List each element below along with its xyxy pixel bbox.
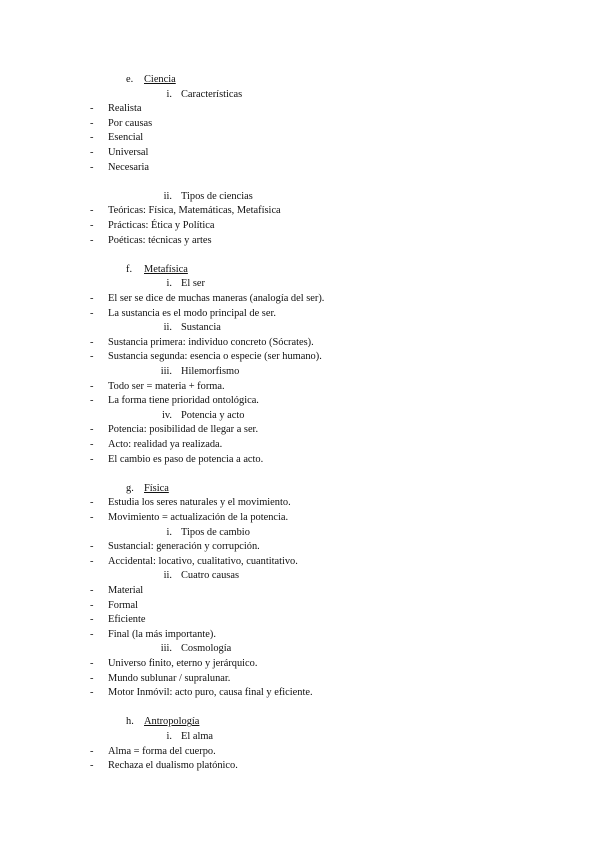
- section-heading: [0, 715, 600, 729]
- bullet-item: [0, 394, 600, 408]
- bullet-item: [0, 540, 600, 554]
- bullet-item: [0, 613, 600, 627]
- bullet-item: [0, 672, 600, 686]
- bullet-item: [0, 131, 600, 145]
- bullet-dash: -: [90, 351, 94, 363]
- subsection-heading: [0, 409, 600, 423]
- subsection-heading: [0, 730, 600, 744]
- bullet-text: Final (la más importante).: [108, 628, 216, 640]
- bullet-text: Material: [108, 585, 144, 596]
- section-label: e.: [126, 74, 134, 85]
- bullet-item: [0, 438, 600, 452]
- bullet-dash: -: [90, 658, 94, 669]
- subsection-number: ii.: [163, 322, 172, 334]
- bullet-item: [0, 219, 600, 233]
- bullet-item: [0, 102, 600, 116]
- subsection-title: Tipos de ciencias: [181, 190, 253, 202]
- bullet-text: Formal: [108, 599, 139, 611]
- bullet-dash: -: [90, 424, 94, 436]
- bullet-text: Sustancia segunda: esencia o especie (ser humano).: [108, 351, 322, 363]
- bullet-dash: -: [90, 336, 94, 348]
- bullet-dash: -: [90, 395, 94, 407]
- bullet-dash: -: [90, 380, 94, 392]
- bullet-item: [0, 117, 600, 131]
- bullet-item: [0, 511, 600, 525]
- bullet-text: La forma tiene prioridad ontológica.: [108, 395, 259, 407]
- subsection-heading: [0, 190, 600, 204]
- subsection-title: Tipos de cambio: [181, 526, 250, 538]
- bullet-text: Motor Inmóvil: acto puro, causa final y eficiente.: [108, 687, 313, 699]
- bullet-dash: -: [90, 687, 94, 699]
- subsection-heading: [0, 365, 600, 379]
- bullet-text: Rechaza el dualismo platónico.: [108, 760, 238, 772]
- bullet-text: Todo ser = materia + forma.: [108, 380, 225, 392]
- bullet-text: Universo finito, eterno y jerárquico.: [108, 658, 258, 669]
- bullet-dash: -: [90, 205, 94, 217]
- subsection-number: i.: [166, 88, 172, 100]
- section-label: g.: [126, 482, 134, 494]
- bullet-text: Alma = forma del cuerpo.: [108, 745, 216, 757]
- section-title: Metafísica: [144, 263, 188, 275]
- subsection-number: iii.: [160, 643, 172, 655]
- bullet-dash: -: [90, 220, 94, 231]
- subsection-title: Sustancia: [181, 322, 221, 334]
- subsection-number: i.: [166, 731, 172, 742]
- bullet-dash: -: [90, 512, 94, 523]
- bullet-item: [0, 380, 600, 394]
- bullet-text: Teóricas: Física, Matemáticas, Metafísica: [108, 205, 281, 217]
- bullet-item: [0, 745, 600, 759]
- section-title: Antropología: [144, 716, 200, 728]
- bullet-text: Estudia los seres naturales y el movimiento.: [108, 497, 291, 509]
- bullet-item: [0, 146, 600, 160]
- bullet-dash: -: [90, 555, 94, 567]
- bullet-item: [0, 350, 600, 364]
- bullet-text: Esencial: [108, 132, 144, 144]
- bullet-dash: -: [90, 745, 94, 757]
- bullet-dash: -: [90, 614, 94, 626]
- subsection-title: El ser: [181, 278, 205, 290]
- bullet-text: Universal: [108, 147, 149, 158]
- bullet-dash: -: [90, 760, 94, 772]
- bullet-text: Prácticas: Ética y Política: [108, 220, 215, 231]
- bullet-text: Necesaria: [108, 161, 149, 173]
- subsection-heading: [0, 88, 600, 102]
- bullet-item: [0, 292, 600, 306]
- bullet-item: [0, 234, 600, 248]
- bullet-dash: -: [90, 132, 94, 144]
- bullet-dash: -: [90, 234, 94, 246]
- bullet-item: [0, 204, 600, 218]
- subsection-title: Hilemorfismo: [181, 366, 240, 377]
- bullet-item: [0, 759, 600, 773]
- bullet-text: Sustancial: generación y corrupción.: [108, 541, 260, 553]
- bullet-item: [0, 423, 600, 437]
- bullet-dash: -: [90, 147, 94, 158]
- bullet-dash: -: [90, 307, 94, 319]
- bullet-item: [0, 453, 600, 467]
- subsection-number: i.: [166, 278, 172, 290]
- bullet-text: La sustancia es el modo principal de ser.: [108, 307, 276, 319]
- subsection-title: Características: [181, 88, 243, 100]
- bullet-dash: -: [90, 293, 94, 304]
- subsection-number: i.: [166, 526, 172, 538]
- subsection-title: Cuatro causas: [181, 570, 239, 582]
- bullet-item: [0, 161, 600, 175]
- subsection-title: El alma: [181, 731, 214, 742]
- bullet-dash: -: [90, 599, 94, 611]
- bullet-text: Mundo sublunar / supralunar.: [108, 672, 231, 684]
- subsection-number: iv.: [161, 409, 172, 421]
- section-heading: [0, 482, 600, 496]
- bullet-item: [0, 336, 600, 350]
- subsection-number: ii.: [163, 570, 172, 582]
- bullet-text: Acto: realidad ya realizada.: [108, 439, 223, 450]
- bullet-text: Poéticas: técnicas y artes: [108, 234, 212, 246]
- bullet-dash: -: [90, 585, 94, 596]
- bullet-dash: -: [90, 672, 94, 684]
- section-heading: [0, 263, 600, 277]
- bullet-text: Realista: [108, 103, 142, 115]
- subsection-title: Cosmología: [181, 643, 232, 655]
- bullet-dash: -: [90, 541, 94, 553]
- section-title: Ciencia: [144, 74, 176, 85]
- subsection-number: iii.: [160, 366, 172, 377]
- bullet-text: El ser se dice de muchas maneras (analogía del ser).: [108, 293, 325, 304]
- section-heading: [0, 73, 600, 87]
- subsection-heading: [0, 642, 600, 656]
- bullet-dash: -: [90, 497, 94, 509]
- bullet-dash: -: [90, 439, 94, 450]
- subsection-heading: [0, 277, 600, 291]
- subsection-number: ii.: [163, 190, 172, 202]
- section-label: f.: [126, 263, 133, 275]
- bullet-text: Potencia: posibilidad de llegar a ser.: [108, 424, 259, 436]
- bullet-text: Movimiento = actualización de la potencia.: [108, 512, 289, 523]
- bullet-item: [0, 555, 600, 569]
- bullet-text: El cambio es paso de potencia a acto.: [108, 453, 264, 465]
- bullet-item: [0, 584, 600, 598]
- section-title: Física: [144, 482, 169, 494]
- section-label: h.: [126, 716, 134, 728]
- bullet-text: Sustancia primera: individuo concreto (Sócrates).: [108, 336, 314, 348]
- subsection-heading: [0, 569, 600, 583]
- bullet-text: Por causas: [108, 117, 153, 129]
- bullet-dash: -: [90, 453, 94, 465]
- bullet-item: [0, 628, 600, 642]
- bullet-dash: -: [90, 161, 94, 173]
- subsection-title: Potencia y acto: [181, 409, 245, 421]
- bullet-item: [0, 657, 600, 671]
- bullet-item: [0, 307, 600, 321]
- bullet-dash: -: [90, 117, 94, 129]
- subsection-heading: [0, 526, 600, 540]
- bullet-text: Eficiente: [108, 614, 146, 626]
- subsection-heading: [0, 321, 600, 335]
- bullet-dash: -: [90, 628, 94, 640]
- bullet-item: [0, 496, 600, 510]
- bullet-item: [0, 599, 600, 613]
- bullet-text: Accidental: locativo, cualitativo, cuantitativo.: [108, 555, 298, 567]
- bullet-item: [0, 686, 600, 700]
- bullet-dash: -: [90, 103, 94, 115]
